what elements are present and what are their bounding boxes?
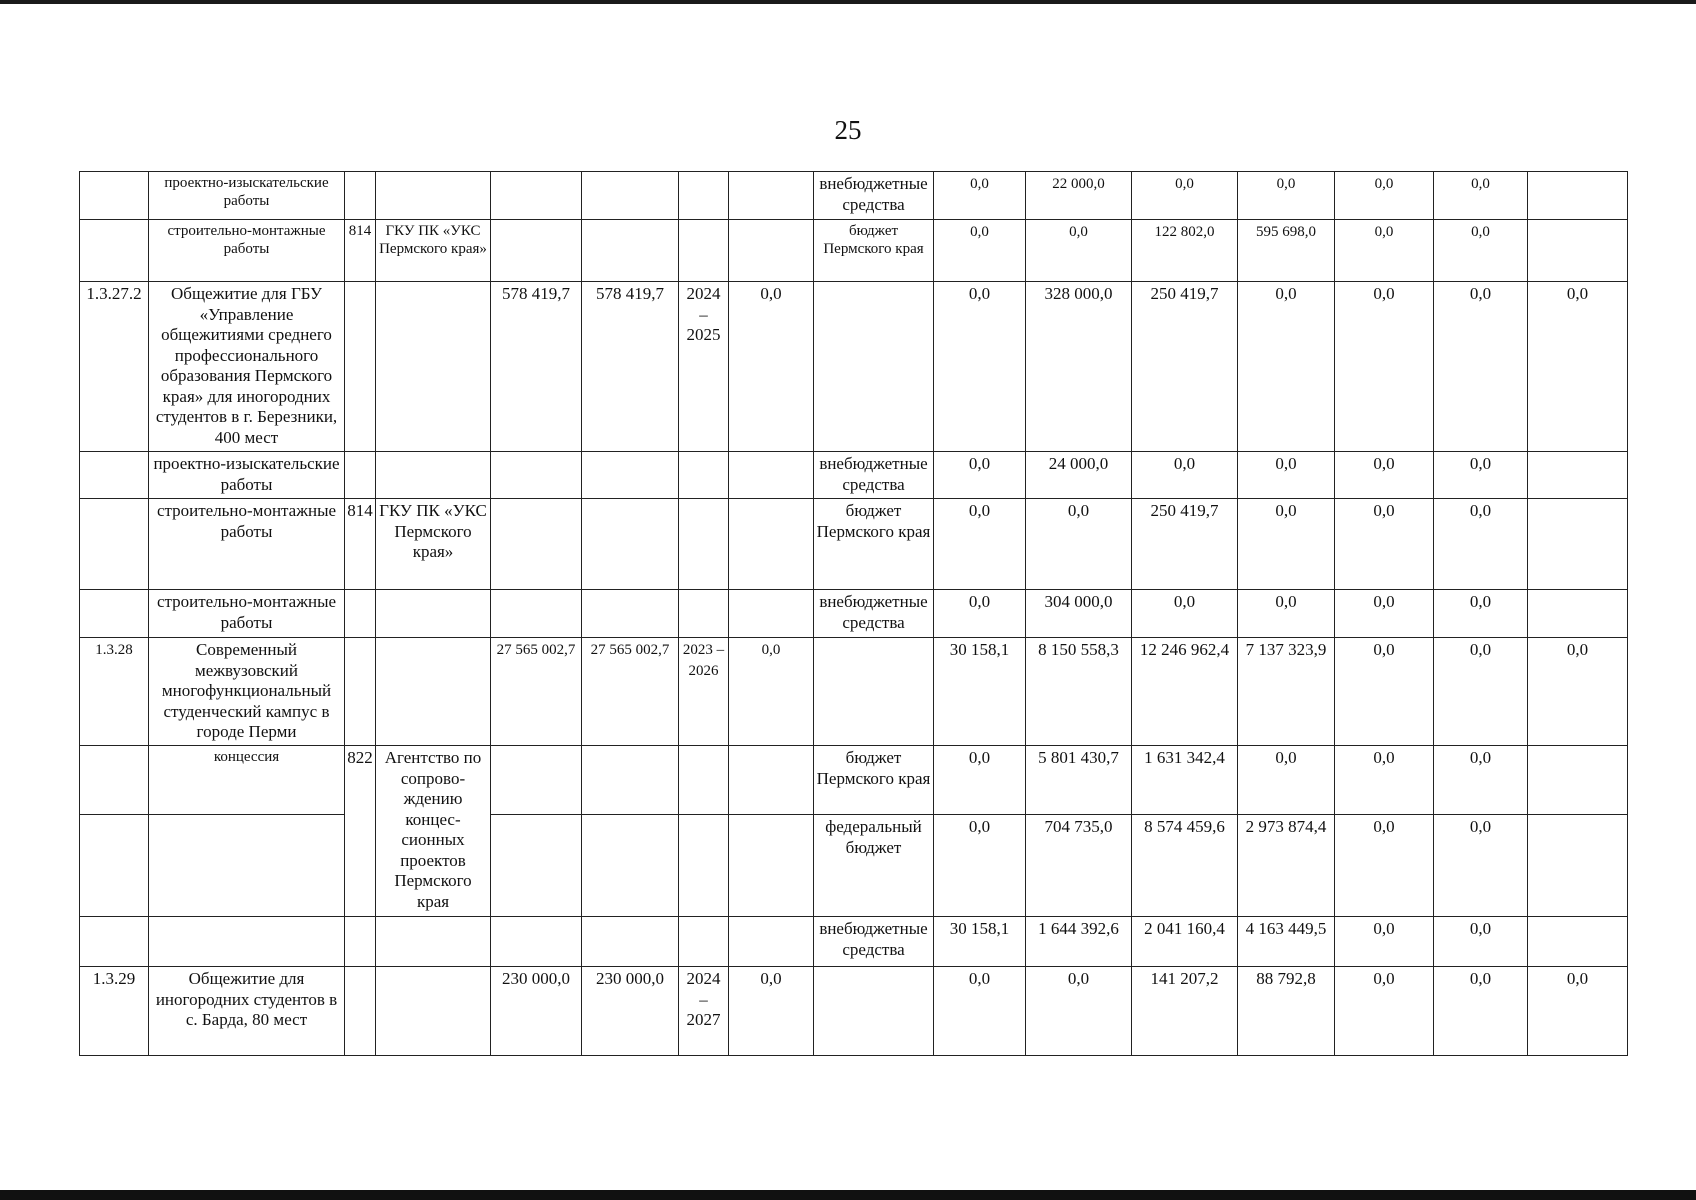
- row-source: внебюджетные средства: [814, 452, 934, 499]
- row-financed-before: [729, 220, 814, 282]
- row-value: 0,0: [934, 220, 1026, 282]
- row-cost-remaining: [582, 499, 679, 590]
- row-cost-total: 230 000,0: [491, 967, 582, 1056]
- row-value: 0,0: [934, 172, 1026, 220]
- row-cost-total: [491, 499, 582, 590]
- row-executor: [376, 967, 491, 1056]
- scan-border-top: [0, 0, 1696, 4]
- row-financed-before: [729, 590, 814, 638]
- row-value: 0,0: [1434, 590, 1528, 638]
- row-code: [80, 815, 149, 917]
- row-financed-before: 0,0: [729, 967, 814, 1056]
- table-row: [80, 499, 1628, 590]
- row-grbs: [345, 282, 376, 452]
- row-cost-remaining: [582, 452, 679, 499]
- table-row: [80, 452, 1628, 499]
- row-code: 1.3.28: [80, 638, 149, 746]
- table-row: [80, 746, 1628, 815]
- row-value: 7 137 323,9: [1238, 638, 1335, 746]
- row-after: 0,0: [1528, 638, 1628, 746]
- row-cost-total: 27 565 002,7: [491, 638, 582, 746]
- row-value: 2 041 160,4: [1132, 917, 1238, 967]
- table-row: [80, 282, 1628, 452]
- row-period: [679, 590, 729, 638]
- row-value: 22 000,0: [1026, 172, 1132, 220]
- table-row: [80, 638, 1628, 746]
- row-name: проектно-изыскательские работы: [149, 452, 345, 499]
- row-name: строительно-монтажные работы: [149, 590, 345, 638]
- row-executor: [376, 282, 491, 452]
- row-value: 0,0: [1434, 220, 1528, 282]
- row-period: [679, 220, 729, 282]
- row-value: 0,0: [1335, 499, 1434, 590]
- row-value: 0,0: [1238, 499, 1335, 590]
- row-executor: [376, 452, 491, 499]
- row-after: [1528, 452, 1628, 499]
- row-grbs: 814: [345, 499, 376, 590]
- row-name: Общежитие для ГБУ «Управление общежитиями среднего профессионального образования Пермского края» для иногородних студентов в г. Березники, 400 мест: [149, 282, 345, 452]
- row-value: 0,0: [1335, 282, 1434, 452]
- row-value: 0,0: [1238, 172, 1335, 220]
- row-cost-total: [491, 815, 582, 917]
- table-row: [80, 815, 1628, 917]
- row-source: внебюджетные средства: [814, 172, 934, 220]
- row-code: [80, 746, 149, 815]
- row-value: 0,0: [934, 452, 1026, 499]
- row-value: 0,0: [934, 815, 1026, 917]
- row-value: 30 158,1: [934, 917, 1026, 967]
- row-grbs: 814: [345, 220, 376, 282]
- row-executor: [376, 638, 491, 746]
- row-value: 30 158,1: [934, 638, 1026, 746]
- row-value: 250 419,7: [1132, 499, 1238, 590]
- row-cost-remaining: [582, 815, 679, 917]
- row-period: [679, 499, 729, 590]
- row-name: строительно-монтажные работы: [149, 220, 345, 282]
- row-source: федеральный бюджет: [814, 815, 934, 917]
- row-financed-before: [729, 917, 814, 967]
- row-value: 0,0: [1335, 452, 1434, 499]
- row-value: 141 207,2: [1132, 967, 1238, 1056]
- row-financed-before: [729, 452, 814, 499]
- row-value: 0,0: [934, 746, 1026, 815]
- row-cost-remaining: [582, 917, 679, 967]
- row-cost-total: 578 419,7: [491, 282, 582, 452]
- row-value: 0,0: [1238, 282, 1335, 452]
- row-after: [1528, 815, 1628, 917]
- table-row: [80, 917, 1628, 967]
- row-period: [679, 815, 729, 917]
- row-value: 0,0: [1434, 815, 1528, 917]
- row-value: 704 735,0: [1026, 815, 1132, 917]
- row-value: 1 631 342,4: [1132, 746, 1238, 815]
- row-cost-remaining: 27 565 002,7: [582, 638, 679, 746]
- row-cost-remaining: 230 000,0: [582, 967, 679, 1056]
- row-code: [80, 590, 149, 638]
- row-value: 0,0: [1335, 172, 1434, 220]
- row-cost-remaining: [582, 172, 679, 220]
- row-value: 5 801 430,7: [1026, 746, 1132, 815]
- row-code: [80, 917, 149, 967]
- row-source: внебюджетные средства: [814, 917, 934, 967]
- row-executor: Агентство по сопрово-ждению концес-сионных проектов Пермского края: [376, 746, 491, 917]
- row-value: 0,0: [1335, 917, 1434, 967]
- row-value: 0,0: [1434, 967, 1528, 1056]
- row-value: 595 698,0: [1238, 220, 1335, 282]
- row-code: [80, 220, 149, 282]
- row-after: [1528, 590, 1628, 638]
- row-value: 0,0: [1335, 967, 1434, 1056]
- row-value: 0,0: [934, 499, 1026, 590]
- row-period: [679, 172, 729, 220]
- row-value: 12 246 962,4: [1132, 638, 1238, 746]
- row-value: 0,0: [1434, 917, 1528, 967]
- row-value: 24 000,0: [1026, 452, 1132, 499]
- row-grbs: [345, 638, 376, 746]
- row-financed-before: [729, 499, 814, 590]
- row-grbs: [345, 172, 376, 220]
- row-name: концессия: [149, 746, 345, 815]
- row-value: 0,0: [1434, 452, 1528, 499]
- row-value: 0,0: [1335, 590, 1434, 638]
- row-cost-remaining: 578 419,7: [582, 282, 679, 452]
- row-value: 0,0: [934, 590, 1026, 638]
- program-table: [79, 171, 1628, 1056]
- row-value: 304 000,0: [1026, 590, 1132, 638]
- row-cost-remaining: [582, 746, 679, 815]
- row-value: 0,0: [1026, 499, 1132, 590]
- row-financed-before: 0,0: [729, 282, 814, 452]
- row-value: 0,0: [1238, 746, 1335, 815]
- row-grbs: [345, 452, 376, 499]
- row-cost-total: [491, 452, 582, 499]
- row-value: 0,0: [1238, 452, 1335, 499]
- row-source: бюджет Пермского края: [814, 220, 934, 282]
- row-cost-total: [491, 917, 582, 967]
- row-source: [814, 638, 934, 746]
- row-value: 0,0: [1132, 172, 1238, 220]
- row-after: [1528, 172, 1628, 220]
- row-executor: ГКУ ПК «УКС Пермского края»: [376, 220, 491, 282]
- row-after: [1528, 746, 1628, 815]
- row-financed-before: [729, 815, 814, 917]
- row-value: 0,0: [1434, 282, 1528, 452]
- row-value: 0,0: [934, 967, 1026, 1056]
- row-value: 2 973 874,4: [1238, 815, 1335, 917]
- row-financed-before: [729, 172, 814, 220]
- row-value: 88 792,8: [1238, 967, 1335, 1056]
- scan-border-bottom: [0, 1190, 1696, 1200]
- row-name: строительно-монтажные работы: [149, 499, 345, 590]
- row-value: 0,0: [1434, 499, 1528, 590]
- row-executor: [376, 590, 491, 638]
- row-grbs: 822: [345, 746, 376, 917]
- row-value: 0,0: [1238, 590, 1335, 638]
- row-value: 0,0: [1026, 220, 1132, 282]
- row-cost-total: [491, 590, 582, 638]
- row-value: 1 644 392,6: [1026, 917, 1132, 967]
- row-value: 0,0: [1434, 638, 1528, 746]
- row-value: 0,0: [1335, 220, 1434, 282]
- row-after: [1528, 499, 1628, 590]
- row-period: 2024 – 2027: [679, 967, 729, 1056]
- row-value: 0,0: [1434, 172, 1528, 220]
- row-period: 2024 – 2025: [679, 282, 729, 452]
- row-value: 0,0: [1132, 452, 1238, 499]
- row-period: [679, 452, 729, 499]
- page-number: 25: [834, 115, 862, 145]
- row-name: [149, 917, 345, 967]
- table-row: [80, 590, 1628, 638]
- row-value: 0,0: [1335, 815, 1434, 917]
- row-executor: ГКУ ПК «УКС Пермского края»: [376, 499, 491, 590]
- row-period: [679, 746, 729, 815]
- row-value: 8 150 558,3: [1026, 638, 1132, 746]
- row-name: Общежитие для иногородних студентов в с. Барда, 80 мест: [149, 967, 345, 1056]
- row-value: 0,0: [1335, 746, 1434, 815]
- row-period: [679, 917, 729, 967]
- table-row: [80, 172, 1628, 220]
- row-code: [80, 452, 149, 499]
- row-value: 0,0: [1132, 590, 1238, 638]
- row-executor: [376, 172, 491, 220]
- row-value: 250 419,7: [1132, 282, 1238, 452]
- row-source: внебюджетные средства: [814, 590, 934, 638]
- row-value: 4 163 449,5: [1238, 917, 1335, 967]
- row-value: 122 802,0: [1132, 220, 1238, 282]
- row-grbs: [345, 967, 376, 1056]
- row-code: 1.3.27.2: [80, 282, 149, 452]
- row-period: 2023 – 2026: [679, 638, 729, 746]
- row-after: 0,0: [1528, 967, 1628, 1056]
- row-value: 0,0: [1434, 746, 1528, 815]
- row-after: [1528, 917, 1628, 967]
- row-value: 0,0: [1335, 638, 1434, 746]
- row-code: [80, 499, 149, 590]
- row-source: бюджет Пермского края: [814, 746, 934, 815]
- row-name: [149, 815, 345, 917]
- row-financed-before: [729, 746, 814, 815]
- row-grbs: [345, 917, 376, 967]
- row-source: [814, 967, 934, 1056]
- row-cost-remaining: [582, 590, 679, 638]
- row-code: [80, 172, 149, 220]
- table-row: [80, 220, 1628, 282]
- row-value: 8 574 459,6: [1132, 815, 1238, 917]
- row-source: бюджет Пермского края: [814, 499, 934, 590]
- row-value: 0,0: [1026, 967, 1132, 1056]
- row-after: [1528, 220, 1628, 282]
- row-cost-total: [491, 746, 582, 815]
- row-cost-remaining: [582, 220, 679, 282]
- row-source: [814, 282, 934, 452]
- row-grbs: [345, 590, 376, 638]
- row-code: 1.3.29: [80, 967, 149, 1056]
- table-row: [80, 967, 1628, 1056]
- row-name: проектно-изыскательские работы: [149, 172, 345, 220]
- row-financed-before: 0,0: [729, 638, 814, 746]
- row-name: Современный межвузовский многофункциональный студенческий кампус в городе Перми: [149, 638, 345, 746]
- row-cost-total: [491, 172, 582, 220]
- row-value: 328 000,0: [1026, 282, 1132, 452]
- row-value: 0,0: [934, 282, 1026, 452]
- row-executor: [376, 917, 491, 967]
- row-after: 0,0: [1528, 282, 1628, 452]
- row-cost-total: [491, 220, 582, 282]
